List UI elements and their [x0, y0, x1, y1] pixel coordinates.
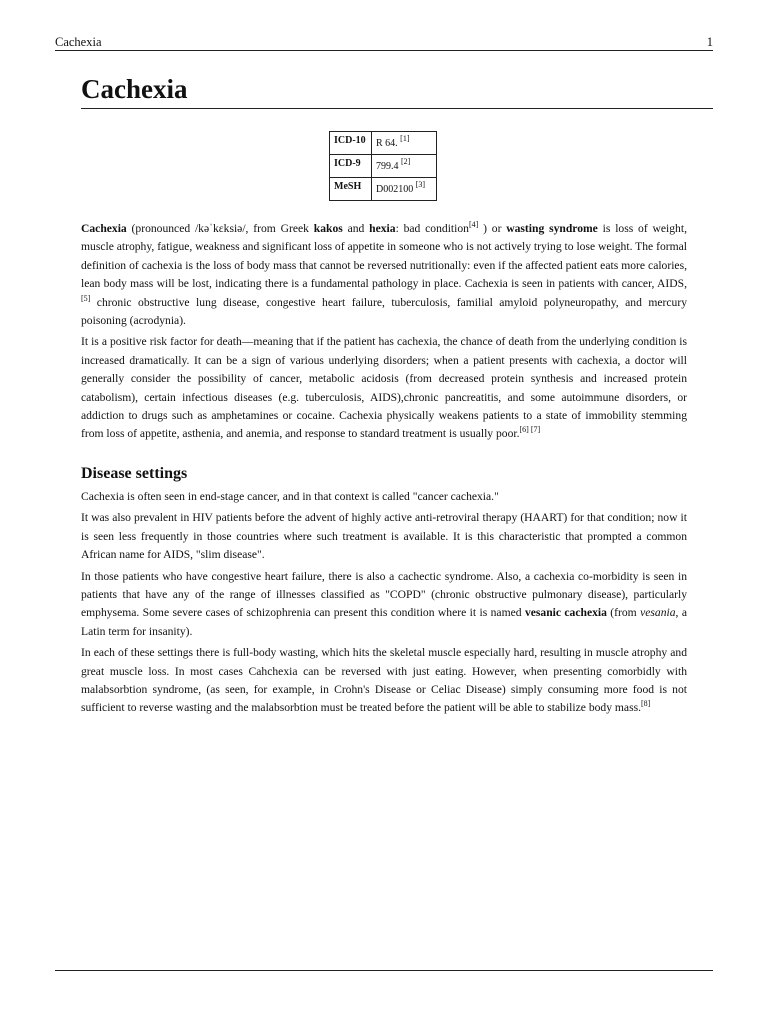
text-run: In those patients who have congestive heart failure, there is also a cachectic syndrome. Also, a cachexia co-morbidity is seen in patients that have any of the range of illnesses classified as "COPD" (chronic obstructive pulmonary disease), particularly emphysema. Some severe cases of schizophrenia can present this condition where it is named [81, 569, 687, 620]
infobox-value-text: 799.4 [376, 161, 399, 172]
infobox-value [372, 132, 437, 155]
section-heading: Disease settings [81, 464, 188, 482]
text-run: is loss of weight, muscle atrophy, fatigue, weakness and significant loss of appetite in someone who is not actively trying to lose weight. The formal definition of cachexia is the loss of body mass that cannot be reversed nutritionally: even if the affected patient eats more calories, lean body mass will be lost, indicating there is a fundamental pathology in place. Cachexia is seen in patients with cancer, AIDS, [81, 222, 687, 291]
footer-divider [55, 970, 713, 971]
infobox-value [372, 155, 437, 178]
infobox-key: ICD-10 [330, 132, 372, 155]
section-paragraph-4 [81, 644, 687, 718]
reference-link[interactable]: [3] [415, 180, 426, 189]
term-bold: hexia [369, 222, 396, 235]
reference-link[interactable]: [6] [7] [519, 425, 541, 435]
term-bold: kakos [313, 222, 343, 235]
infobox-row [330, 178, 437, 201]
term-bold: Cachexia [81, 222, 127, 235]
text-run: (pronounced /kəˈkɛksiə/, from Greek [126, 222, 314, 235]
text-run: (from [606, 606, 641, 620]
term-italic: vesania [640, 606, 676, 620]
text-run: : bad condition [395, 222, 469, 235]
text-run: , a Latin term for insanity). [81, 606, 687, 638]
text-run: and [342, 222, 370, 235]
section-paragraph-2: It was also prevalent in HIV patients before the advent of highly active anti-retroviral therapy (HAART) for that condition; now it is seen less frequently in those countries where such treatment is available. It is this characteristic that prompted a common African name for AIDS, "slim disease". [81, 511, 687, 562]
text-run: It is a positive risk factor for death—meaning that if the patient has cachexia, the chance of death from the underlying condition is increased dramatically. It can be a sign of various underlying disorders; when a patient presents with cachexia, a doctor will generally consider the possibility of cancer, metabolic acidosis (from decreased protein synthesis and increased protein catabolism), certain infectious diseases (e.g. tuberculosis, AIDS),chronic pancreatitis, and some autoimmune disorders, or addiction to drugs such as amphetamines or cocaine. Cachexia physically weakens patients to a state of immobility stemming from loss of appetite, asthenia, and anemia, and response to standard treatment is usually poor. [81, 335, 687, 441]
term-bold: wasting syndrome [506, 222, 598, 235]
infobox-value-text: R 64. [376, 138, 398, 149]
intro-paragraph-2 [81, 333, 687, 443]
running-header [55, 34, 713, 51]
reference-link[interactable]: [4] [468, 220, 479, 229]
article-body [81, 220, 687, 721]
reference-link[interactable]: [1] [400, 134, 410, 143]
intro-paragraph-1 [81, 220, 687, 330]
term-bold: vesanic cachexia [524, 606, 607, 620]
page-number: 1 [706, 35, 713, 49]
section-paragraph-3 [81, 568, 687, 642]
page-title: Cachexia [81, 72, 713, 109]
infobox-table [329, 131, 437, 201]
text-run: ) or [478, 222, 507, 235]
infobox-row [330, 155, 437, 178]
text-run: In each of these settings there is full-body wasting, which hits the skeletal muscle especially hard, resulting in muscle atrophy and great muscle loss. In most cases Cahchexia can be reversed with just eating. However, when presenting comorbidly with malabsorbtion syndrome, (as seen, for example, in Crohn's Disease or Celiac Disease) simply consuming more food is not sufficient to reverse wasting and the malabsorbtion must be treated before the patient will be able to stabilize body mass. [81, 646, 687, 715]
infobox-key: MeSH [330, 178, 372, 201]
text-run: chronic obstructive lung disease, congestive heart failure, tuberculosis, familial amyloid polyneuropathy, and mercury poisoning (acrodynia). [81, 295, 687, 328]
section-paragraph-1: Cachexia is often seen in end-stage cancer, and in that context is called "cancer cachexia." [81, 489, 499, 503]
infobox-value-text: D002100 [376, 184, 414, 195]
reference-link[interactable]: [2] [401, 157, 411, 166]
running-header-title: Cachexia [55, 35, 102, 49]
infobox-row [330, 132, 437, 155]
infobox-key: ICD-9 [330, 155, 372, 178]
reference-link[interactable]: [5] [81, 293, 91, 303]
reference-link[interactable]: [8] [641, 699, 651, 709]
infobox-value [372, 178, 437, 201]
